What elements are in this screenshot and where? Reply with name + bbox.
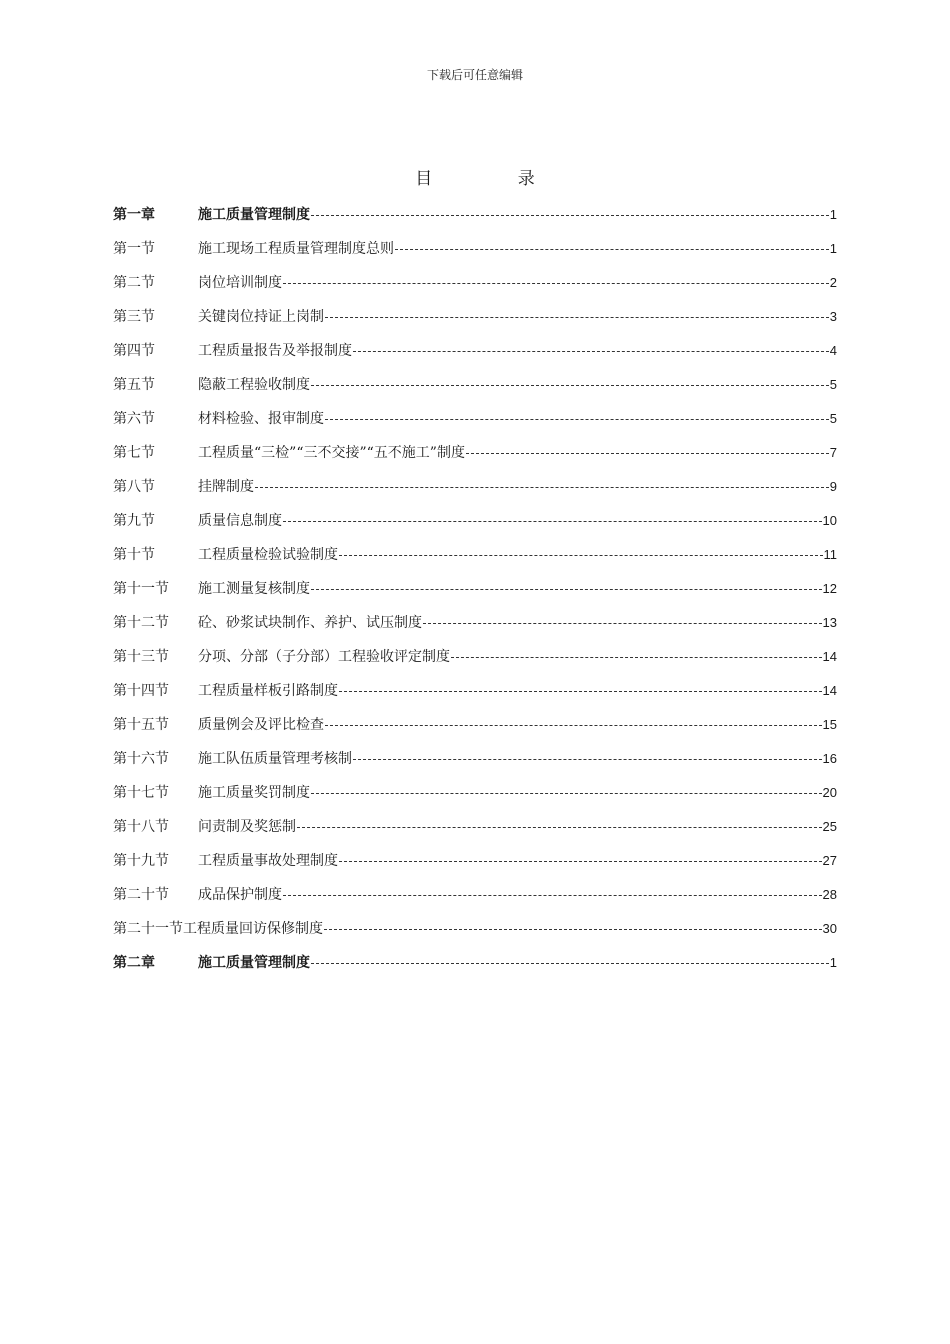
toc-entry-title: 砼、砂浆试块制作、养护、试压制度 [198,615,422,631]
toc-entry-number: 第三节 [113,309,155,325]
toc-entry-title: 问责制及奖惩制 [198,819,296,835]
toc-entry-title: 工程质量回访保修制度 [183,921,323,937]
toc-leader-dashes [466,443,829,457]
toc-entry-number: 第十四节 [113,683,169,699]
toc-entry-title: 岗位培训制度 [198,275,282,291]
toc-entry-number: 第五节 [113,377,155,393]
toc-entry[interactable] [113,748,837,782]
toc-entry-title: 工程质量检验试验制度 [198,547,338,563]
toc-leader-dashes [311,579,822,593]
toc-leader-dashes [451,647,822,661]
toc-entry-title: 成品保护制度 [198,887,282,903]
toc-title: 目 录 [415,169,575,189]
toc-entry-number: 第六节 [113,411,155,427]
toc-leader-dashes [395,239,829,253]
toc-entry-page-number: 12 [822,581,837,596]
toc-leader-dashes [339,851,822,865]
page-header: 下载后可任意编辑 [426,68,523,82]
toc-entry-title: 材料检验、报审制度 [198,411,324,427]
toc-leader-dashes [325,715,822,729]
toc-entry-number: 第一节 [113,241,155,257]
toc-entry-number: 第十七节 [113,785,169,801]
toc-leader-dashes [311,375,829,389]
toc-leader-dashes [339,681,822,695]
toc-entry-number: 第二十节 [113,887,169,903]
toc-entry-page-number: 5 [829,411,837,426]
toc-entry-number: 第四节 [113,343,155,359]
toc-entry-page-number: 15 [822,717,837,732]
toc-entry[interactable] [113,612,837,646]
toc-entry[interactable] [113,850,837,884]
toc-entry-number: 第一章 [113,207,155,223]
toc-leader-dashes [325,307,829,321]
toc-entry[interactable] [113,238,837,272]
toc-entry-number: 第七节 [113,445,155,461]
toc-entry[interactable] [113,646,837,680]
toc-entry-title: 工程质量样板引路制度 [198,683,338,699]
toc-entry-page-number: 1 [829,955,837,970]
toc-entry-title: 施工质量管理制度 [198,955,310,971]
toc-leader-dashes [255,477,829,491]
toc-leader-dashes [423,613,822,627]
toc-entry[interactable] [113,408,837,442]
toc-entry-title: 关键岗位持证上岗制 [198,309,324,325]
toc-entry-page-number: 5 [829,377,837,392]
toc-entry[interactable] [113,442,837,476]
toc-entry-page-number: 28 [822,887,837,902]
toc-leader-dashes [283,273,829,287]
toc-entry-title: 施工队伍质量管理考核制 [198,751,352,767]
toc-entry-title: 施工测量复核制度 [198,581,310,597]
toc-entry[interactable] [113,272,837,306]
toc-leader-dashes [311,953,829,967]
toc-entry-number: 第二十一节 [113,921,183,937]
toc-entry[interactable] [113,578,837,612]
toc-entry-title: 施工现场工程质量管理制度总则 [198,241,394,257]
toc-leader-dashes [311,783,822,797]
toc-entry-title: 工程质量报告及举报制度 [198,343,352,359]
toc-entry-number: 第十八节 [113,819,169,835]
toc-entry-number: 第十二节 [113,615,169,631]
toc-entry-page-number: 14 [822,683,837,698]
toc-entry[interactable] [113,340,837,374]
toc-entry-number: 第十五节 [113,717,169,733]
toc-entry-page-number: 25 [822,819,837,834]
toc-entry-title: 施工质量奖罚制度 [198,785,310,801]
toc-entry-page-number: 7 [829,445,837,460]
toc-entry-page-number: 1 [829,207,837,222]
toc-entry-title: 挂牌制度 [198,479,254,495]
toc-entry-number: 第八节 [113,479,155,495]
toc-leader-dashes [324,919,822,933]
toc-entry[interactable] [113,918,837,952]
toc-entry-title: 隐蔽工程验收制度 [198,377,310,393]
toc-entry-number: 第二节 [113,275,155,291]
toc-entry-page-number: 27 [822,853,837,868]
toc-entry[interactable] [113,952,837,986]
table-of-contents [113,204,837,986]
toc-leader-dashes [283,885,822,899]
toc-entry-page-number: 3 [829,309,837,324]
toc-entry[interactable] [113,476,837,510]
toc-leader-dashes [353,341,829,355]
toc-entry-page-number: 14 [822,649,837,664]
toc-entry[interactable] [113,884,837,918]
toc-entry[interactable] [113,544,837,578]
toc-leader-dashes [283,511,822,525]
toc-entry-page-number: 13 [822,615,837,630]
toc-entry-title: 工程质量“三检”“三不交接”“五不施工”制度 [198,445,465,461]
toc-entry-title: 施工质量管理制度 [198,207,310,223]
toc-leader-dashes [297,817,822,831]
toc-entry[interactable] [113,204,837,238]
toc-entry-title: 工程质量事故处理制度 [198,853,338,869]
toc-leader-dashes [311,205,829,219]
toc-leader-dashes [353,749,822,763]
toc-entry-page-number: 4 [829,343,837,358]
toc-entry[interactable] [113,680,837,714]
toc-entry[interactable] [113,714,837,748]
toc-entry[interactable] [113,782,837,816]
toc-entry-page-number: 30 [822,921,837,936]
toc-entry-title: 质量信息制度 [198,513,282,529]
toc-entry-number: 第十六节 [113,751,169,767]
toc-entry-page-number: 2 [829,275,837,290]
toc-leader-dashes [325,409,829,423]
toc-entry[interactable] [113,374,837,408]
toc-entry-page-number: 9 [829,479,837,494]
toc-entry-title: 质量例会及评比检查 [198,717,324,733]
toc-entry-number: 第十三节 [113,649,169,665]
toc-entry-number: 第十节 [113,547,155,563]
toc-entry-number: 第九节 [113,513,155,529]
toc-entry-page-number: 11 [823,547,837,562]
toc-entry-number: 第十九节 [113,853,169,869]
toc-leader-dashes [339,545,823,559]
toc-entry-title: 分项、分部（子分部）工程验收评定制度 [198,649,450,665]
toc-entry[interactable] [113,306,837,340]
toc-entry-number: 第二章 [113,955,155,971]
toc-entry-page-number: 1 [829,241,837,256]
toc-entry-page-number: 10 [822,513,837,528]
toc-entry[interactable] [113,510,837,544]
toc-entry-page-number: 20 [822,785,837,800]
toc-entry-number: 第十一节 [113,581,169,597]
toc-entry-page-number: 16 [822,751,837,766]
toc-entry[interactable] [113,816,837,850]
